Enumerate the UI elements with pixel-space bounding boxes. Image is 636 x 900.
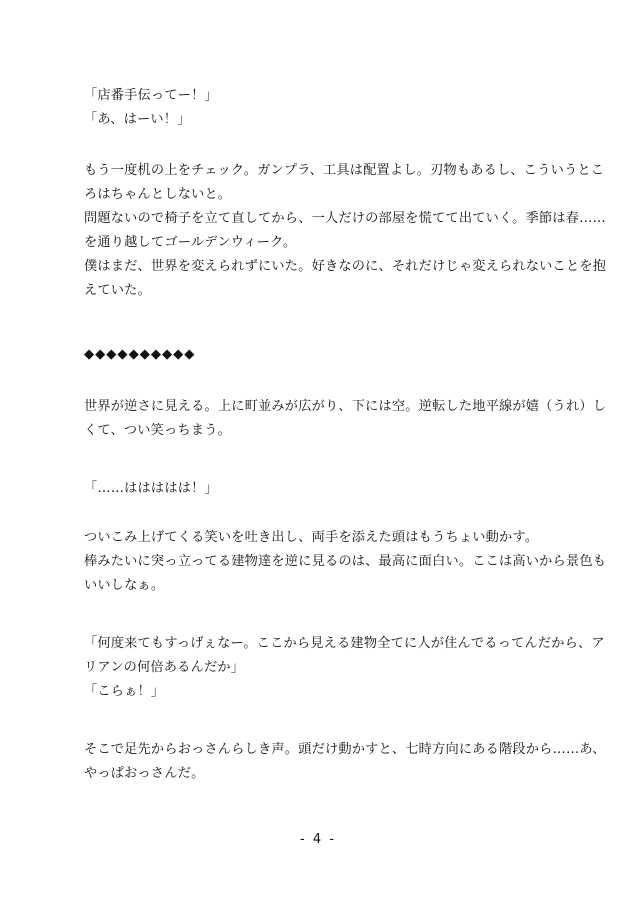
text-line: そこで足先からおっさんらしき声。頭だけ動かすと、七時方向にある階段から……あ、	[84, 742, 606, 757]
text-line: くて、つい笑っちまう。	[84, 423, 231, 438]
text-line: ついこみ上げてくる笑いを吐き出し、両手を添えた頭はもうちょい動かす。	[84, 530, 539, 545]
text-line: 「……ははははは！」	[84, 481, 218, 496]
text-line: 「あ、はーい！」	[84, 112, 191, 127]
text-line: いいしなぁ。	[84, 578, 165, 593]
text-line: 棒みたいに突っ立ってる建物達を逆に見るのは、最高に面白い。ここは高いから景色も	[84, 554, 607, 569]
text-line: えていた。	[84, 283, 151, 298]
text-line: 世界が逆さに見える。上に町並みが広がり、下には空。逆転した地平線が嬉（うれ）し	[84, 399, 607, 414]
text-line: 問題ないので椅子を立て直してから、一人だけの部屋を慌てて出ていく。季節は春……	[84, 211, 606, 226]
text-line: もう一度机の上をチェック。ガンプラ、工具は配置よし。刃物もあるし、こういうとこ	[84, 163, 605, 178]
paragraph-2	[84, 395, 607, 443]
paragraph-4	[84, 738, 606, 786]
page-number: - 4 -	[300, 832, 336, 847]
dialogue-group-1	[84, 84, 564, 132]
text-line: 「こらぁ！」	[84, 684, 165, 699]
text-line: ろはちゃんとしないと。	[84, 187, 232, 202]
text-line: 「何度来てもすっげぇなー。ここから見える建物全てに人が住んでるってんだから、ア	[84, 636, 605, 651]
separator-diamonds: ◆◆◆◆◆◆◆◆◆◆	[84, 347, 196, 362]
paragraph-3	[84, 526, 607, 598]
text-line: リアンの何倍あるんだか」	[84, 660, 245, 675]
text-line: 僕はまだ、世界を変えられずにいた。好きなのに、それだけじゃ変えられないことを抱	[84, 259, 607, 274]
dialogue-group-2	[84, 477, 564, 501]
paragraph-1	[84, 159, 607, 303]
text-line: やっぱおっさんだ。	[84, 766, 205, 781]
text-line: 「店番手伝ってー！」	[84, 88, 218, 103]
text-line: を通り越してゴールデンウィーク。	[84, 235, 297, 250]
dialogue-group-3	[84, 632, 605, 704]
scene-separator	[84, 343, 564, 367]
